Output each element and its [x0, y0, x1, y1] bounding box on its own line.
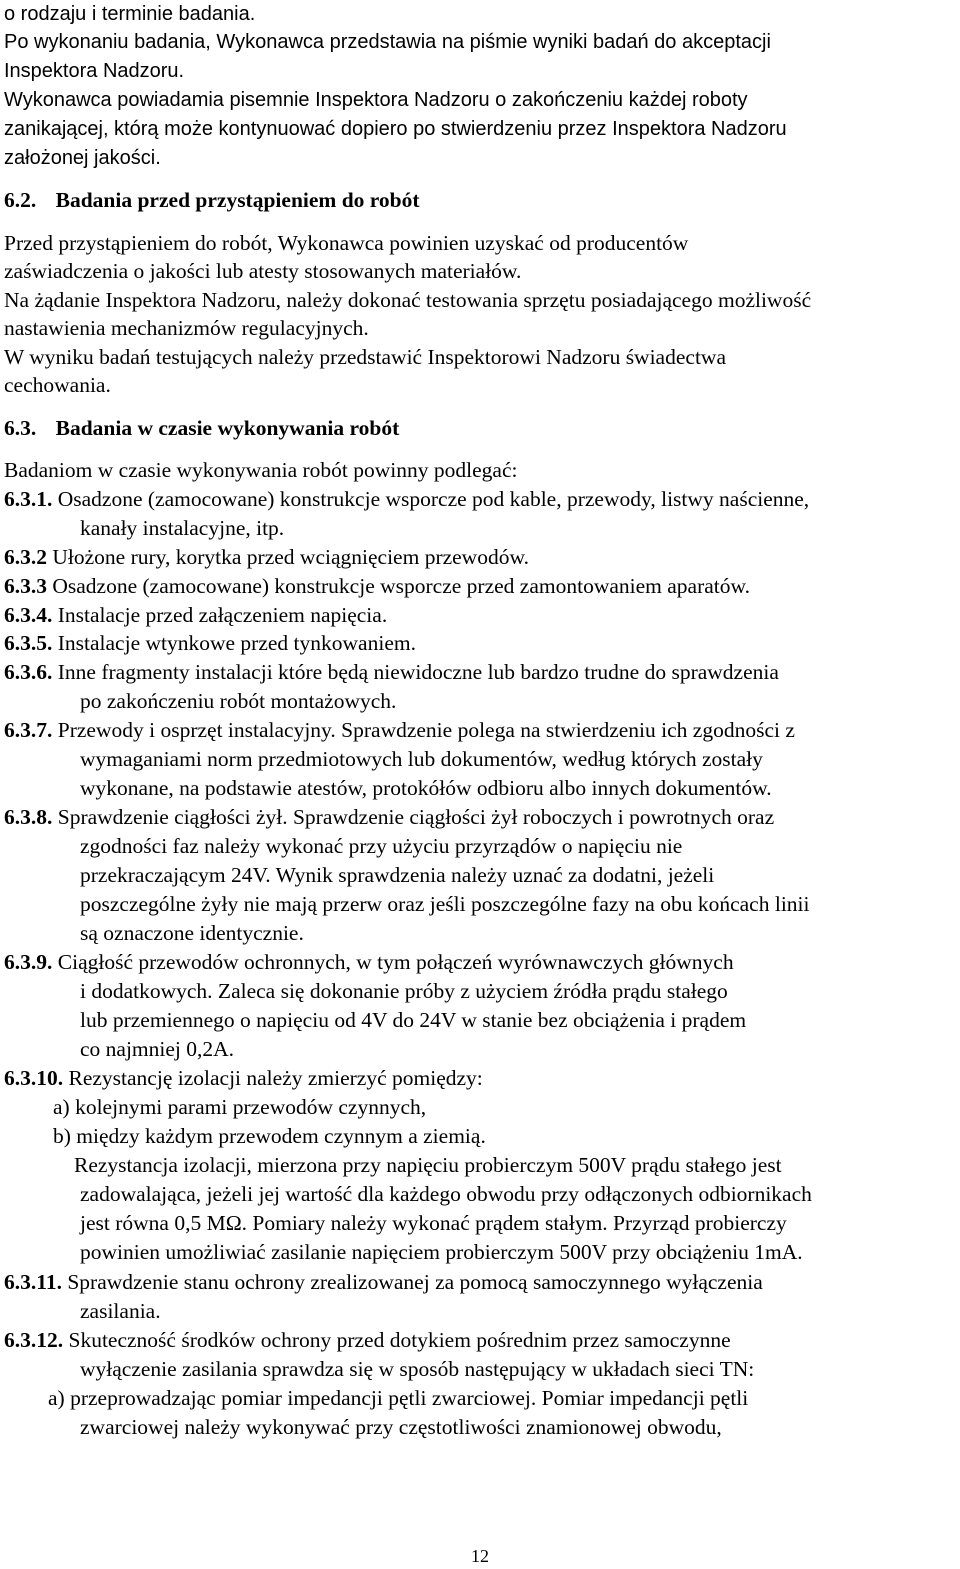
item-text: Inne fragmenty instalacji które będą niewidoczne lub bardzo trudne do sprawdzenia — [52, 660, 779, 684]
list-item — [4, 803, 774, 831]
item-text: Skuteczność środków ochrony przed dotykiem pośrednim przez samoczynne — [63, 1328, 731, 1352]
text-line: a) przeprowadzając pomiar impedancji pętli zwarciowej. Pomiar impedancji pętli — [48, 1386, 749, 1410]
text-line: wyłączenie zasilania sprawdza się w sposób następujący w układach sieci TN: — [80, 1357, 755, 1381]
text-line: wymaganiami norm przedmiotowych lub dokumentów, według których zostały — [80, 747, 763, 771]
item-number: 6.3.12. — [4, 1328, 64, 1352]
text-line: zadowalająca, jeżeli jej wartość dla każdego obwodu przy odłączonych odbiornikach — [80, 1182, 812, 1206]
text-line: poszczególne żyły nie mają przerw oraz jeśli poszczególne fazy na obu końcach linii — [80, 892, 810, 916]
list-item — [4, 485, 809, 513]
text-line: Po wykonaniu badania, Wykonawca przedstawia na piśmie wyniki badań do akceptacji — [4, 31, 771, 53]
text-line: nastawienia mechanizmów regulacyjnych. — [4, 316, 369, 340]
page-number: 12 — [471, 1546, 489, 1566]
item-text: Sprawdzenie stanu ochrony zrealizowanej za pomocą samoczynnego wyłączenia — [61, 1270, 763, 1294]
list-item — [4, 1326, 731, 1354]
list-item — [4, 543, 529, 571]
text-line: Rezystancja izolacji, mierzona przy napięciu probierczym 500V prądu stałego jest — [74, 1153, 782, 1177]
text-line: zaświadczenia o jakości lub atesty stosowanych materiałów. — [4, 259, 522, 283]
text-line: powinien umożliwiać zasilanie napięciem probierczym 500V przy obciążeniu 1mA. — [80, 1240, 803, 1264]
section-heading-6-3 — [4, 414, 399, 442]
item-text: Rezystancję izolacji należy zmierzyć pomiędzy: — [63, 1066, 483, 1090]
text-line: cechowania. — [4, 373, 111, 397]
item-text: Sprawdzenie ciągłości żył. Sprawdzenie ciągłości żył roboczych i powrotnych oraz — [52, 805, 775, 829]
text-line: W wyniku badań testujących należy przedstawić Inspektorowi Nadzoru świadectwa — [4, 345, 726, 369]
item-number: 6.3.2 — [4, 545, 47, 569]
text-line: zanikającej, którą może kontynuować dopiero po stwierdzeniu przez Inspektora Nadzoru — [4, 118, 787, 140]
item-text: Ciągłość przewodów ochronnych, w tym połączeń wyrównawczych głównych — [52, 950, 734, 974]
text-line: lub przemiennego o napięciu od 4V do 24V w stanie bez obciążenia i prądem — [80, 1008, 747, 1032]
item-text: Osadzone (zamocowane) konstrukcje wsporcze pod kable, przewody, listwy naścienne, — [52, 487, 810, 511]
text-line: i dodatkowych. Zaleca się dokonanie próby z użyciem źródła prądu stałego — [80, 979, 728, 1003]
list-item — [4, 1268, 763, 1296]
item-number: 6.3.7. — [4, 718, 53, 742]
item-number: 6.3.10. — [4, 1066, 64, 1090]
section-number: 6.2. — [4, 188, 37, 212]
section-number: 6.3. — [4, 416, 37, 440]
item-number: 6.3.1. — [4, 487, 53, 511]
text-line: jest równa 0,5 MΩ. Pomiary należy wykonać prądem stałym. Przyrząd probierczy — [80, 1211, 787, 1235]
text-line: o rodzaju i terminie badania. — [4, 3, 256, 25]
text-line: Przed przystąpieniem do robót, Wykonawca powinien uzyskać od producentów — [4, 231, 689, 255]
text-line: wykonane, na podstawie atestów, protokółów odbioru albo innych dokumentów. — [80, 776, 772, 800]
text-line: Na żądanie Inspektora Nadzoru, należy dokonać testowania sprzętu posiadającego możliwość — [4, 288, 812, 312]
item-number: 6.3.11. — [4, 1270, 62, 1294]
list-item — [4, 629, 416, 657]
text-line: po zakończeniu robót montażowych. — [80, 689, 397, 713]
item-text: Osadzone (zamocowane) konstrukcje wsporcze przed zamontowaniem aparatów. — [47, 574, 751, 598]
text-line: Badaniom w czasie wykonywania robót powinny podlegać: — [4, 458, 518, 482]
item-text: Przewody i osprzęt instalacyjny. Sprawdzenie polega na stwierdzeniu ich zgodności z — [52, 718, 795, 742]
list-item — [4, 601, 387, 629]
item-text: Instalacje wtynkowe przed tynkowaniem. — [52, 631, 416, 655]
section-heading-6-2 — [4, 186, 420, 214]
text-line: zasilania. — [80, 1299, 161, 1323]
text-line: kanały instalacyjne, itp. — [80, 516, 285, 540]
item-number: 6.3.6. — [4, 660, 53, 684]
list-item — [4, 716, 795, 744]
text-line: przekraczającym 24V. Wynik sprawdzenia należy uznać za dodatni, jeżeli — [80, 863, 715, 887]
item-number: 6.3.8. — [4, 805, 53, 829]
list-item — [4, 948, 734, 976]
text-line: Inspektora Nadzoru. — [4, 60, 185, 82]
list-item — [4, 1064, 483, 1092]
item-number: 6.3.5. — [4, 631, 53, 655]
text-line: co najmniej 0,2A. — [80, 1037, 235, 1061]
item-number: 6.3.9. — [4, 950, 53, 974]
text-line: zwarciowej należy wykonywać przy częstotliwości znamionowej obwodu, — [80, 1415, 722, 1439]
text-line: założonej jakości. — [4, 147, 161, 169]
section-title: Badania przed przystąpieniem do robót — [55, 188, 420, 212]
text-line: b) między każdym przewodem czynnym a ziemią. — [53, 1124, 486, 1148]
section-title: Badania w czasie wykonywania robót — [55, 416, 400, 440]
text-line: Wykonawca powiadamia pisemnie Inspektora Nadzoru o zakończeniu każdej roboty — [4, 89, 748, 111]
list-item — [4, 572, 750, 600]
text-line: a) kolejnymi parami przewodów czynnych, — [53, 1095, 427, 1119]
item-number: 6.3.4. — [4, 603, 53, 627]
item-text: Ułożone rury, korytka przed wciągnięciem przewodów. — [47, 545, 529, 569]
text-line: są oznaczone identycznie. — [80, 921, 304, 945]
list-item — [4, 658, 779, 686]
item-text: Instalacje przed załączeniem napięcia. — [52, 603, 388, 627]
item-number: 6.3.3 — [4, 574, 47, 598]
text-line: zgodności faz należy wykonać przy użyciu przyrządów o napięciu nie — [80, 834, 683, 858]
